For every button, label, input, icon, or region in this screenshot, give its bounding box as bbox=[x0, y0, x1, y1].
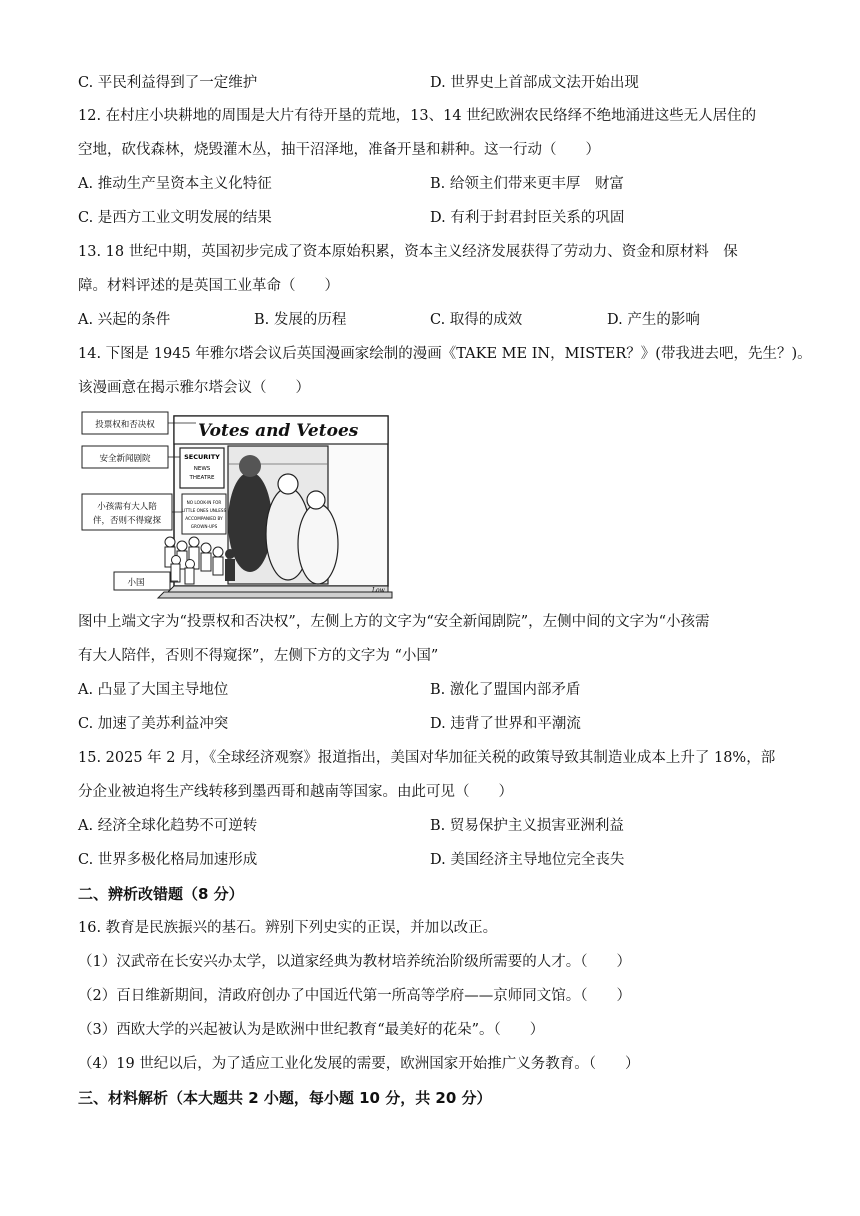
q14-option-a: A. 凸显了大国主导地位 bbox=[78, 682, 229, 698]
q15-option-d: D. 美国经济主导地位完全丧失 bbox=[430, 852, 625, 868]
q14-description-line-2: 有大人陪伴，否则不得窥探”，左侧下方的文字为 “小国” bbox=[78, 648, 439, 664]
q14-option-d: D. 违背了世界和平潮流 bbox=[430, 716, 581, 732]
cartoon-banner: Votes and Vetoes bbox=[198, 421, 359, 441]
q13-stem-line-2: 障。材料评述的是英国工业革命（ ） bbox=[78, 278, 339, 294]
q15-stem-line-1: 15. 2025 年 2 月，《全球经济观察》报道指出，美国对华加征关税的政策导致其制造业成本上升了 18%，部 bbox=[78, 750, 776, 766]
q13-stem-line-1: 13. 18 世纪中期，英国初步完成了资本原始积累，资本主义经济发展获得了劳动力、资金和原材料 保 bbox=[78, 244, 738, 260]
q15-option-b: B. 贸易保护主义损害亚洲利益 bbox=[430, 818, 624, 834]
q16-item-2: （2）百日维新期间，清政府创办了中国近代第一所高等学府——京师同文馆。（ ） bbox=[78, 988, 631, 1004]
q15-option-a: A. 经济全球化趋势不可逆转 bbox=[78, 818, 258, 834]
q13-option-a: A. 兴起的条件 bbox=[78, 312, 171, 328]
q12-stem-line-1: 12. 在村庄小块耕地的周围是大片有待开垦的荒地，13、14 世纪欧洲农民络绎不绝地涌进这些无人居住的 bbox=[78, 108, 757, 124]
cartoon-sign-line-2: NEWS bbox=[193, 466, 211, 472]
q12-option-a: A. 推动生产呈资本主义化特征 bbox=[78, 176, 272, 192]
q15-option-c: C. 世界多极化格局加速形成 bbox=[78, 852, 258, 868]
q15-stem-line-2: 分企业被迫将生产线转移到墨西哥和越南等国家。由此可见（ ） bbox=[78, 784, 513, 800]
section-2-heading: 二、辨析改错题（8 分） bbox=[78, 885, 244, 903]
q14-stem-line-1: 14. 下图是 1945 年雅尔塔会议后英国漫画家绘制的漫画《TAKE ME IN，MISTER？》(带我进去吧，先生？)。 bbox=[78, 346, 812, 362]
cartoon-label-security-theatre: 安全新闻剧院 bbox=[99, 454, 151, 464]
cartoon-notice-line-4: GROWN-UPS bbox=[190, 524, 218, 529]
q14-option-b: B. 激化了盟国内部矛盾 bbox=[430, 682, 581, 698]
cartoon-sign-line-1: SECURITY bbox=[184, 453, 220, 461]
q13-option-b: B. 发展的历程 bbox=[254, 312, 347, 328]
q11-option-c: C. 平民利益得到了一定维护 bbox=[78, 75, 258, 91]
cartoon-label-votes-vetoes: 投票权和否决权 bbox=[95, 420, 155, 430]
q14-stem-line-2: 该漫画意在揭示雅尔塔会议（ ） bbox=[78, 380, 310, 396]
cartoon-notice-line-1: NO LOOK-IN FOR bbox=[186, 500, 222, 505]
q14-option-c: C. 加速了美苏利益冲突 bbox=[78, 716, 229, 732]
q13-option-c: C. 取得的成效 bbox=[430, 312, 523, 328]
q12-stem-line-2: 空地，砍伐森林，烧毁灌木丛，抽干沼泽地，准备开垦和耕种。这一行动（ ） bbox=[78, 142, 600, 158]
cartoon-label-notice-line-2: 伴，否则不得窥探 bbox=[92, 516, 162, 526]
cartoon-label-notice-line-1: 小孩需有大人陪 bbox=[97, 502, 157, 512]
cartoon-sign-line-3: THEATRE bbox=[189, 475, 215, 481]
cartoon-label-small-nations: 小国 bbox=[127, 578, 145, 588]
q13-option-d: D. 产生的影响 bbox=[607, 312, 700, 328]
cartoon-notice-line-2: LITTLE ONES UNLESS bbox=[181, 508, 227, 513]
q16-stem: 16. 教育是民族振兴的基石。辨别下列史实的正误，并加以改正。 bbox=[78, 920, 498, 936]
q11-option-d: D. 世界史上首部成文法开始出现 bbox=[430, 75, 639, 91]
q12-option-c: C. 是西方工业文明发展的结果 bbox=[78, 210, 272, 226]
cartoon-signature: Low bbox=[372, 587, 385, 594]
q12-option-b: B. 给领主们带来更丰厚 财富 bbox=[430, 176, 624, 192]
q16-item-3: （3）西欧大学的兴起被认为是欧洲中世纪教育“最美好的花朵”。（ ） bbox=[78, 1022, 545, 1038]
q16-item-1: （1）汉武帝在长安兴办太学，以道家经典为教材培养统治阶级所需要的人才。（ ） bbox=[78, 954, 631, 970]
yalta-cartoon-image bbox=[78, 404, 394, 600]
section-3-heading: 三、材料解析（本大题共 2 小题，每小题 10 分，共 20 分） bbox=[78, 1089, 492, 1107]
q12-option-d: D. 有利于封君封臣关系的巩固 bbox=[430, 210, 625, 226]
cartoon-notice-line-3: ACCOMPANIED BY bbox=[185, 516, 223, 521]
q16-item-4: （4）19 世纪以后，为了适应工业化发展的需要，欧洲国家开始推广义务教育。（ ） bbox=[78, 1056, 640, 1072]
q14-description-line-1: 图中上端文字为“投票权和否决权”，左侧上方的文字为“安全新闻剧院”，左侧中间的文字为“小孩需 bbox=[78, 614, 710, 630]
